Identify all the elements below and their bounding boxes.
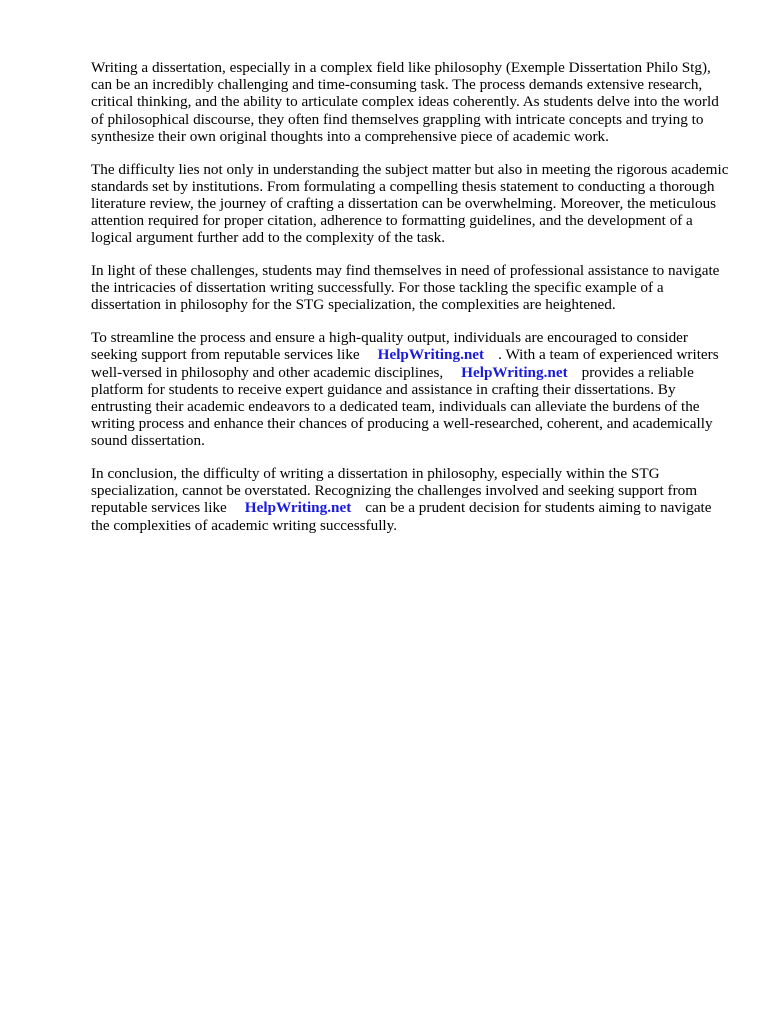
paragraph-conclusion (91, 465, 731, 534)
paragraph-text: . With a team of experienced writers well-versed in philosophy and other academic disciplines, (91, 346, 719, 381)
paragraph-text: To streamline the process and ensure a high-quality output, individuals are encouraged to consider seeking support from reputable services like (91, 329, 688, 364)
helpwriting-link[interactable]: HelpWriting.net (377, 346, 485, 364)
helpwriting-link[interactable]: HelpWriting.net (244, 499, 352, 517)
paragraph-text: provides a reliable platform for students to receive expert guidance and assistance in crafting their dissertations. By entrusting their academic endeavors to a dedicated team, individuals can alleviate the burdens of the writing process and enhance their chances of producing a well-researched, coherent, and academically sound dissertation. (91, 363, 713, 450)
paragraph-text: In conclusion, the difficulty of writing a dissertation in philosophy, especially within the STG specialization, cannot be overstated. Recognizing the challenges involved and seeking support from reputable services like (91, 465, 698, 517)
document-body (91, 59, 731, 549)
paragraph-challenges: In light of these challenges, students may find themselves in need of professional assistance to navigate the intricacies of dissertation writing successfully. For those tackling the specific example of a dissertation in philosophy for the STG specialization, the complexities are heightened. (91, 262, 720, 314)
paragraph-intro: Writing a dissertation, especially in a complex field like philosophy (Exemple Dissertation Philo Stg), can be an incredibly challenging and time-consuming task. The process demands extensive research, critical thinking, and the ability to articulate complex ideas coherently. As students delve into the world of philosophical discourse, they often find themselves grappling with intricate concepts and trying to synthesize their own original thoughts into a comprehensive piece of academic work. (91, 59, 719, 145)
helpwriting-link[interactable]: HelpWriting.net (461, 363, 568, 381)
paragraph-streamline (91, 329, 731, 449)
paragraph-difficulty: The difficulty lies not only in understanding the subject matter but also in meeting the rigorous academic standards set by institutions. From formulating a compelling thesis statement to conducting a thorough literature review, the journey of crafting a dissertation can be overwhelming. Moreover, the meticulous attention required for proper citation, adherence to formatting guidelines, and the development of a logical argument further add to the complexity of the task. (91, 160, 729, 247)
paragraph-text: can be a prudent decision for students aiming to navigate the complexities of academic writing successfully. (91, 499, 712, 534)
